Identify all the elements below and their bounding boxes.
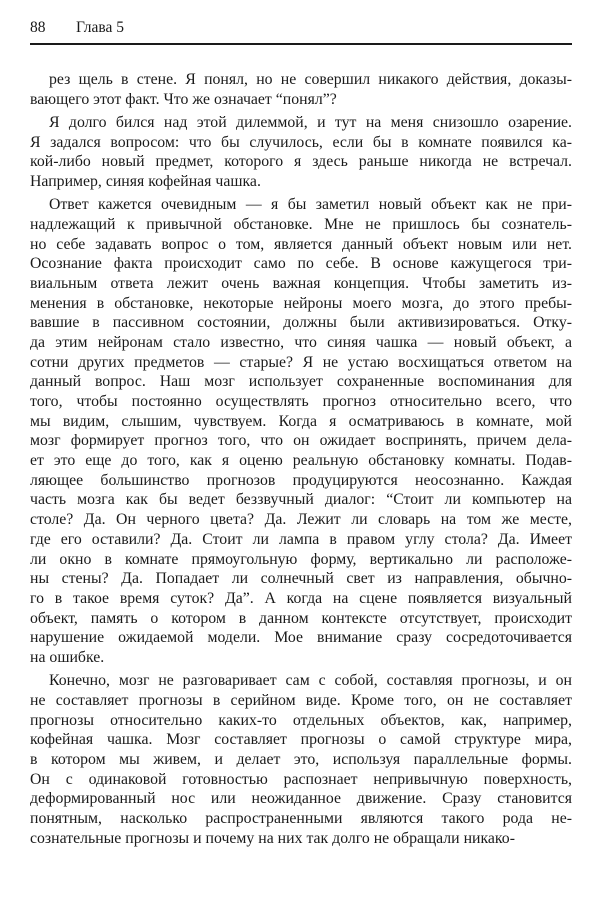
text-line: сотни других предметов — старые? Я не устаю восхищаться ответом на xyxy=(30,353,572,371)
paragraph xyxy=(30,671,572,848)
text-line: где его оставили? Да. Стоит ли лампа в правом углу стола? Да. Имеет xyxy=(30,530,572,548)
text-line: данный вопрос. Наш мозг использует сохраненные воспоминания для xyxy=(30,373,572,391)
paragraph xyxy=(30,113,572,192)
text-line: Например, синяя кофейная чашка. xyxy=(30,172,261,190)
text-line: в котором мы живем, и делает это, используя параллельные формы. xyxy=(30,750,572,768)
text-line: вавшие в пассивном состоянии, должны были активизироваться. Отку- xyxy=(30,314,572,332)
text-line: виальным ответа лежит очень важная концепция. Чтобы заметить из- xyxy=(30,274,572,292)
paragraph xyxy=(30,195,572,668)
text-line: понятным, насколько распространенными являются такого рода не- xyxy=(30,809,572,827)
text-line: да этим нейронам стало известно, что синяя чашка — новый объект, а xyxy=(30,333,572,351)
text-line: надлежащий к привычной обстановке. Мне не пришлось бы сознатель- xyxy=(30,215,572,233)
text-line: кой-либо новый предмет, которого я здесь раньше никогда не встречал. xyxy=(30,153,572,171)
text-line: ны стены? Да. Попадает ли солнечный свет из направления, обычно- xyxy=(30,570,572,588)
text-line: Осознание факта происходит само по себе. В основе кажущегося три- xyxy=(30,255,572,273)
text-line: на ошибке. xyxy=(30,648,105,666)
text-line: сознательные прогнозы и почему на них так долго не обращали никако- xyxy=(30,829,515,847)
text-line: нарушение ожидаемой модели. Мое внимание сразу сосредоточивается xyxy=(30,629,572,647)
text-line: мы видим, слышим, чувствуем. Когда я осматриваюсь в комнате, мой xyxy=(30,412,572,430)
chapter-title: Глава 5 xyxy=(76,19,125,36)
body-text xyxy=(30,70,572,848)
text-line: деформированный нос или неожиданное движение. Сразу становится xyxy=(30,790,572,808)
text-line: ли окно в комнате прямоугольную форму, вертикально ли расположе- xyxy=(30,550,572,568)
text-line: того, чтобы постоянно осуществлять прогноз относительно всего, что xyxy=(30,393,572,410)
text-line: менения в обстановке, некоторые нейроны моего мозга, до этого пребы- xyxy=(30,294,572,312)
text-line: Он с одинаковой готовностью распознает непривычную поверхность, xyxy=(30,770,572,788)
text-line: Я задался вопросом: что бы случилось, если бы в комнате появился ка- xyxy=(30,133,572,151)
text-line: мозг формирует прогноз того, что он ожидает воспринять, причем дела- xyxy=(30,432,572,450)
text-line: кофейная чашка. Мозг составляет прогнозы о самой структуре мира, xyxy=(30,731,572,749)
text-line: часть мозга как бы ведет беззвучный диалог: “Стоит ли компьютер на xyxy=(30,491,572,509)
text-line: Ответ кажется очевидным — я бы заметил новый объект как не при- xyxy=(49,196,572,214)
paragraph xyxy=(30,70,572,109)
text-line: ет это еще до того, как я оценю реальную обстановку комнаты. Подав- xyxy=(30,452,572,470)
text-line: Конечно, мозг не разговаривает сам с собой, составляя прогнозы, и он xyxy=(49,672,572,690)
text-line: ляющее большинство прогнозов продуцируются неосознанно. Каждая xyxy=(30,471,572,489)
text-line: не составляет прогнозы в серийном виде. Кроме того, он не составляет xyxy=(30,691,572,709)
text-line: рез щель в стене. Я понял, но не совершил никакого действия, доказы- xyxy=(49,71,572,88)
text-line: но себе задавать вопрос о том, является данный объект новым или нет. xyxy=(30,235,572,253)
text-line: го в такое время суток? Да”. А когда на сцене появляется визуальный xyxy=(30,589,572,607)
text-line: столе? Да. Он черного цвета? Да. Лежит ли словарь на том же месте, xyxy=(30,511,572,529)
text-line: объект, память о котором в данном контексте отсутствует, происходит xyxy=(30,609,572,627)
text-line: прогнозы относительно каких-то отдельных объектов, как, например, xyxy=(30,711,572,729)
running-header xyxy=(30,18,572,45)
text-line: Я долго бился над этой дилеммой, и тут на меня снизошло озарение. xyxy=(49,113,572,131)
text-line: вающего этот факт. Что же означает “понял”? xyxy=(30,90,337,108)
page-number: 88 xyxy=(30,19,46,36)
